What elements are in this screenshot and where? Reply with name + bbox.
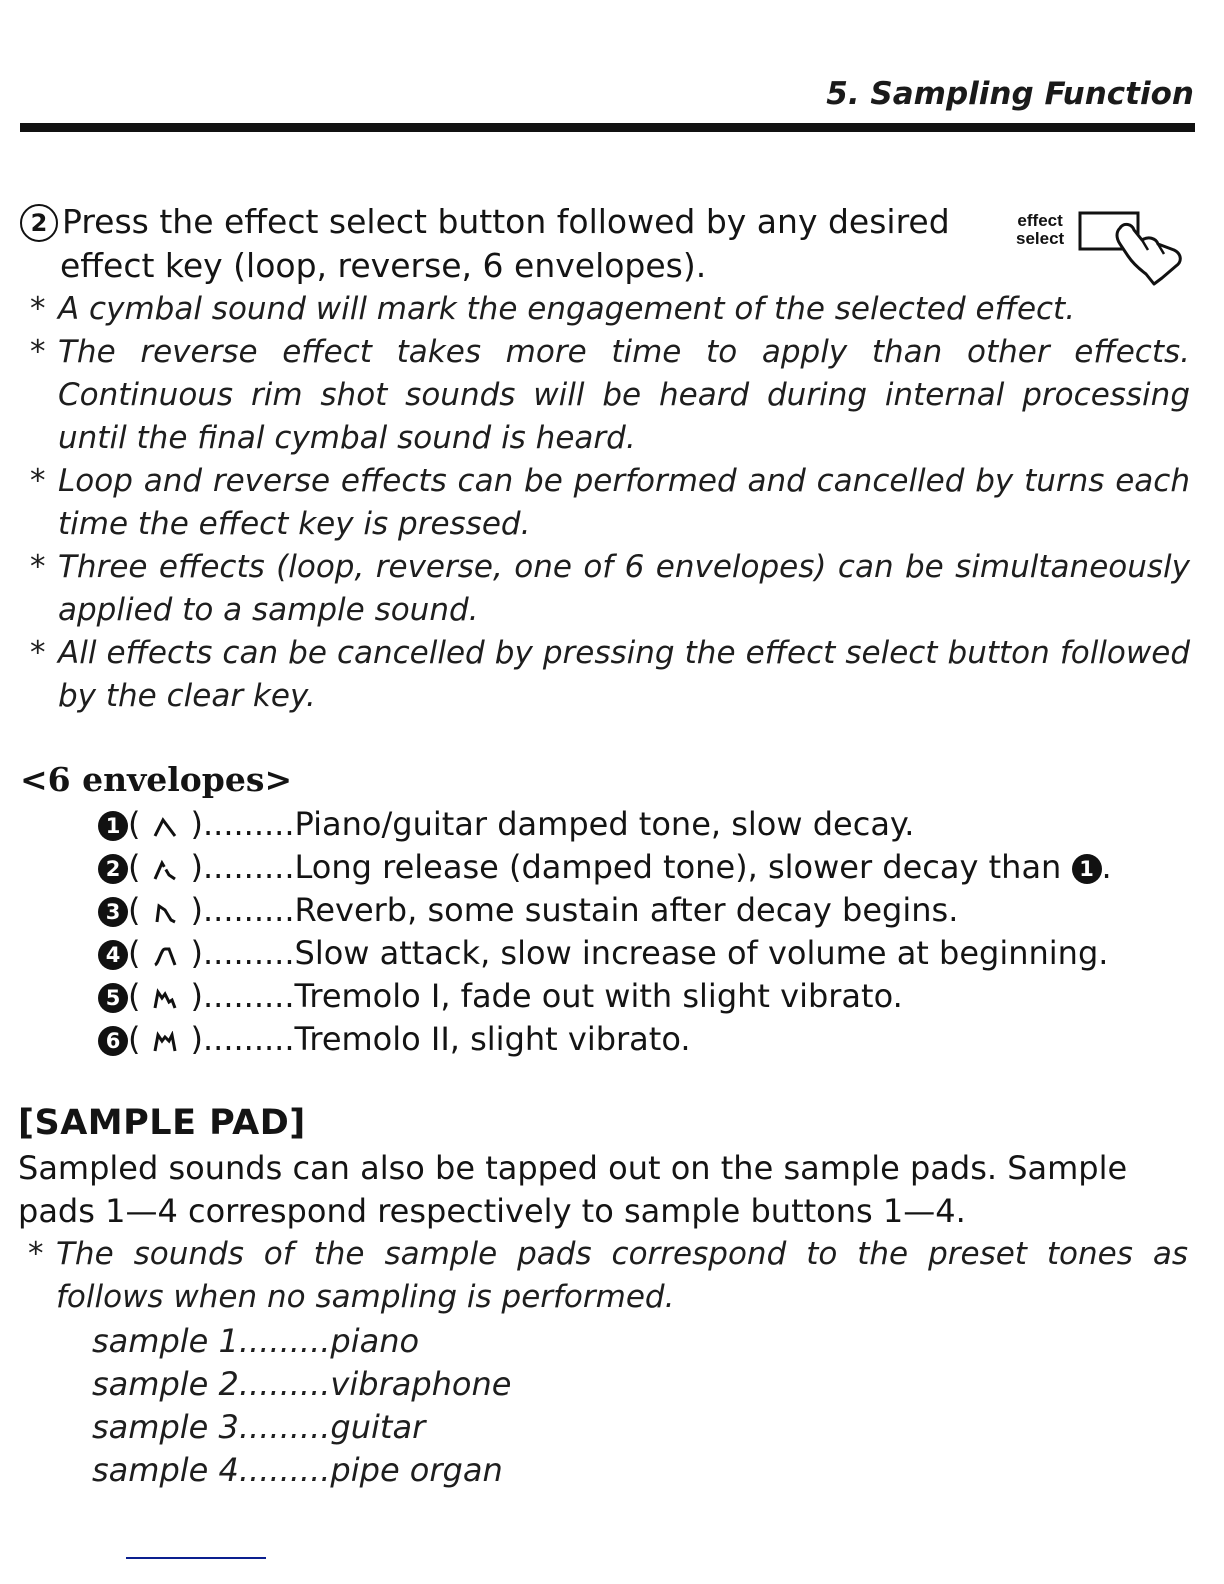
envelopes-heading: <6 envelopes> [20,760,293,799]
step-line-2: effect key (loop, reverse, 6 envelopes). [60,246,707,285]
bottom-rule [126,1557,266,1559]
envelope-item: 2 ( ).........Long release (damped tone), slower decay than 1 . [98,846,1112,889]
envelope-item: 3 ( ).........Reverb, some sustain after decay begins. [98,889,1112,932]
step-2 [20,200,960,288]
note-item: * The reverse effect takes more time to apply than other effects. Continuous rim shot sounds will be heard during internal processing until the final cymbal sound is heard. [30,334,1190,456]
sample-tone-list [92,1320,511,1492]
pressing-hand-icon [1076,206,1186,288]
sample-tone-item: sample 3.........guitar [92,1408,426,1446]
envelope-number: 3 [98,897,128,927]
envelope-5-icon [151,988,179,1010]
notes-list [30,288,1190,718]
envelope-item: 4 ( ).........Slow attack, slow increase of volume at beginning. [98,932,1112,975]
sample-tone-item: sample 4.........pipe organ [92,1451,503,1489]
sample-tone-item: sample 2.........vibraphone [92,1365,512,1403]
effect-select-label: effect select [1016,211,1065,248]
envelope-item: 6 ( ).........Tremolo II, slight vibrato. [98,1018,1112,1061]
envelope-item: 1 ( ).........Piano/guitar damped tone, slow decay. [98,803,1112,846]
step-line-1: Press the effect select button followed by any desired [62,202,950,241]
sample-pad-body: Sampled sounds can also be tapped out on the sample pads. Sample pads 1—4 correspond respectively to sample buttons 1—4. [18,1149,1128,1230]
note-item: * A cymbal sound will mark the engagement of the selected effect. [30,291,1076,327]
header-rule [20,123,1195,132]
envelope-number: 1 [98,811,128,841]
step-number: 2 [20,204,58,242]
envelope-6-icon [151,1031,179,1053]
envelope-item: 5 ( ).........Tremolo I, fade out with slight vibrato. [98,975,1112,1018]
envelope-1-icon [151,816,179,838]
note-item: * Three effects (loop, reverse, one of 6 envelopes) can be simultaneously applied to a sample sound. [30,549,1190,628]
envelope-3-icon [151,902,179,924]
sample-tone-item: sample 1.........piano [92,1322,420,1360]
envelopes-list [98,803,1112,1061]
sample-pad-note: * The sounds of the sample pads correspond to the preset tones as follows when no sampling is performed. [28,1236,1188,1315]
envelope-number: 2 [98,854,128,884]
envelope-4-icon [151,945,179,967]
envelope-number: 4 [98,940,128,970]
sample-pad-heading: [SAMPLE PAD] [18,1103,306,1143]
envelope-number: 5 [98,983,128,1013]
envelope-reference: 1 [1072,854,1102,884]
note-item: * All effects can be cancelled by pressing the effect select button followed by the clear key. [30,635,1190,714]
section-header-title: 5. Sampling Function [826,76,1194,112]
effect-select-button-illustration [1012,206,1182,288]
note-item: * Loop and reverse effects can be performed and cancelled by turns each time the effect key is pressed. [30,463,1190,542]
envelope-number: 6 [98,1026,128,1056]
envelope-2-icon [151,859,179,881]
